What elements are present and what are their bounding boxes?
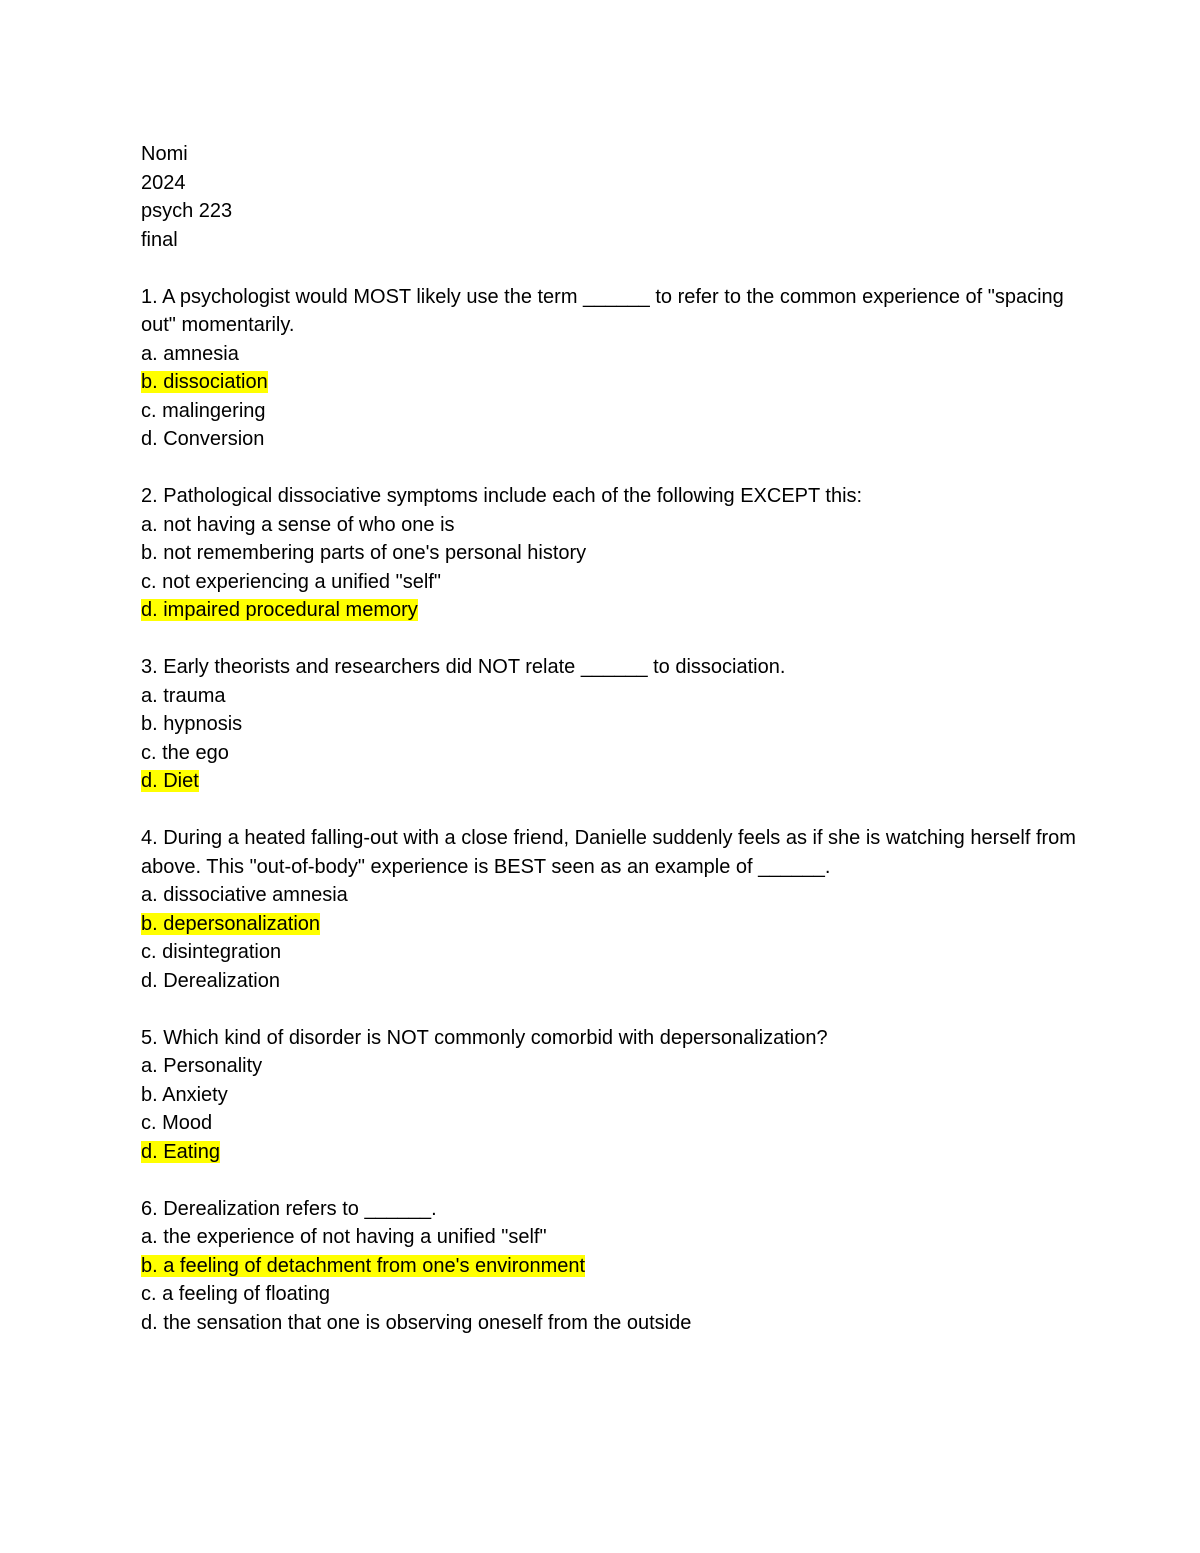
exam-label: final <box>141 228 178 251</box>
question-text: 1. A psychologist would MOST likely use the term ______ to refer to the common experience of "spacing out" momentarily. <box>141 285 1064 336</box>
student-name: Nomi <box>141 143 188 165</box>
question-block <box>141 1195 1081 1338</box>
question-block <box>141 653 1081 796</box>
answer-option-correct <box>141 596 1081 625</box>
answer-option: c. a feeling of floating <box>141 1283 331 1305</box>
question-block <box>141 824 1081 995</box>
answer-option-correct <box>141 1252 1081 1281</box>
spacer <box>141 1166 1081 1195</box>
spacer <box>141 625 1081 654</box>
answer-option: c. the ego <box>141 741 229 764</box>
spacer <box>141 796 1081 825</box>
question-text: 6. Derealization refers to ______. <box>141 1197 437 1220</box>
answer-highlight: b. dissociation <box>141 371 268 393</box>
answer-option: a. trauma <box>141 684 226 707</box>
question-text: 2. Pathological dissociative symptoms include each of the following EXCEPT this: <box>141 485 863 507</box>
answer-option: d. Conversion <box>141 428 265 450</box>
answer-option-correct <box>141 368 1081 397</box>
answer-option-correct <box>141 767 1081 796</box>
spacer <box>141 995 1081 1024</box>
answer-option: b. Anxiety <box>141 1083 228 1106</box>
spacer <box>141 254 1081 283</box>
question-text: 4. During a heated falling-out with a close friend, Danielle suddenly feels as if she is watching herself from above. This "out-of-body" experience is BEST seen as an example of ______. <box>141 827 1076 878</box>
answer-highlight: d. impaired procedural memory <box>141 599 418 621</box>
answer-highlight: d. Eating <box>141 1140 220 1163</box>
question-text: 3. Early theorists and researchers did NOT relate ______ to dissociation. <box>141 656 786 678</box>
answer-option: c. malingering <box>141 399 266 422</box>
answer-option: a. not having a sense of who one is <box>141 513 455 536</box>
answer-highlight: b. a feeling of detachment from one's environment <box>141 1254 586 1277</box>
answer-option: a. Personality <box>141 1055 263 1077</box>
answer-option: c. disintegration <box>141 941 282 963</box>
question-block <box>141 1024 1081 1167</box>
course-name: psych 223 <box>141 200 233 222</box>
answer-highlight: d. Diet <box>141 770 199 792</box>
spacer <box>141 454 1081 483</box>
answer-option: a. the experience of not having a unified "self" <box>141 1226 547 1248</box>
answer-option: a. amnesia <box>141 342 239 365</box>
answer-option-correct <box>141 910 1081 939</box>
answer-option: c. not experiencing a unified "self" <box>141 570 441 593</box>
answer-option: d. Derealization <box>141 969 280 992</box>
question-block <box>141 283 1081 454</box>
answer-option: b. not remembering parts of one's personal history <box>141 542 587 564</box>
question-text: 5. Which kind of disorder is NOT commonly comorbid with depersonalization? <box>141 1026 828 1049</box>
question-block <box>141 482 1081 625</box>
answer-option: b. hypnosis <box>141 713 243 735</box>
year: 2024 <box>141 171 186 194</box>
answer-option-correct <box>141 1138 1081 1167</box>
answer-option: c. Mood <box>141 1112 213 1134</box>
header-block <box>141 140 1081 254</box>
answer-highlight: b. depersonalization <box>141 912 321 935</box>
answer-option: a. dissociative amnesia <box>141 884 348 906</box>
answer-option: d. the sensation that one is observing oneself from the outside <box>141 1311 692 1334</box>
document-page <box>141 140 1081 1337</box>
